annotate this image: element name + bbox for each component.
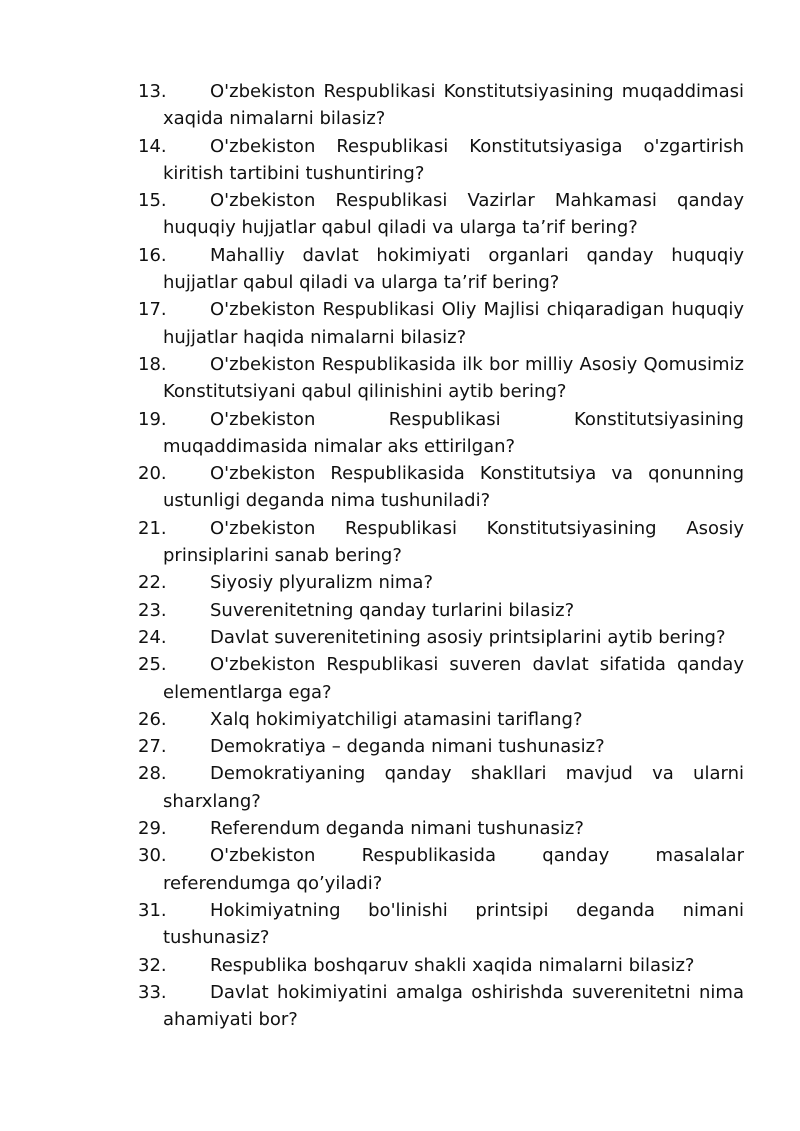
question-item	[138, 624, 744, 651]
question-text: Siyosiy plyuralizm nima?	[210, 572, 433, 594]
question-text: O'zbekiston Respublikasi Konstitutsiyasiga o'zgartirish kiritish tartibini tushuntiring?	[163, 135, 744, 184]
question-number: 29.	[138, 818, 167, 840]
question-number: 26.	[138, 708, 167, 730]
question-text: O'zbekiston Respublikasi Oliy Majlisi chiqaradigan huquqiy hujjatlar haqida nimalarni bilasiz?	[163, 299, 744, 348]
question-item	[138, 569, 744, 596]
question-number: 18.	[138, 353, 167, 375]
question-text: O'zbekiston Respublikasi suveren davlat sifatida qanday elementlarga ega?	[163, 654, 744, 703]
question-number: 25.	[138, 654, 167, 676]
question-item	[138, 952, 744, 979]
question-text: Suverenitetning qanday turlarini bilasiz?	[210, 599, 575, 621]
question-text: O'zbekiston Respublikasida ilk bor milliy Asosiy Qomusimiz Konstitutsiyani qabul qilinishini aytib bering?	[163, 353, 744, 403]
question-item	[138, 815, 744, 842]
question-number: 17.	[138, 299, 167, 321]
question-number: 14.	[138, 135, 167, 157]
question-text: Davlat hokimiyatini amalga oshirishda suverenitetni nima ahamiyati bor?	[163, 981, 744, 1031]
question-number: 13.	[138, 81, 167, 102]
question-item	[138, 842, 744, 897]
question-number: 21.	[138, 517, 167, 539]
question-text: Referendum deganda nimani tushunasiz?	[210, 818, 584, 840]
question-number: 19.	[138, 408, 167, 430]
question-item	[138, 133, 744, 188]
question-item	[138, 897, 744, 952]
question-number: 16.	[138, 244, 167, 266]
question-text: O'zbekiston Respublikasi Vazirlar Mahkamasi qanday huquqiy hujjatlar qabul qiladi va ularga ta’rif bering?	[163, 190, 744, 239]
question-text: Xalq hokimiyatchiligi atamasini tariflang?	[210, 708, 583, 730]
question-item	[138, 706, 744, 733]
question-text: O'zbekiston Respublikasida qanday masalalar referendumga qo’yiladi?	[163, 845, 744, 894]
question-number: 24.	[138, 626, 167, 648]
question-number: 32.	[138, 954, 167, 976]
question-item	[138, 733, 744, 760]
question-number: 33.	[138, 981, 167, 1003]
question-item	[138, 296, 744, 351]
question-number: 20.	[138, 463, 167, 485]
question-text: Mahalliy davlat hokimiyati organlari qanday huquqiy hujjatlar qabul qiladi va ularga ta’rif bering?	[163, 244, 744, 294]
question-number: 15.	[138, 190, 167, 212]
question-text: O'zbekiston Respublikasi Konstitutsiyasining muqaddimasida nimalar aks ettirilgan?	[163, 408, 744, 457]
question-item	[138, 242, 744, 297]
question-text: O'zbekiston Respublikasida Konstitutsiya va qonunning ustunligi deganda nima tushuniladi?	[163, 463, 744, 512]
question-text: Davlat suverenitetining asosiy printsiplarini aytib bering?	[210, 626, 726, 648]
question-text: O'zbekiston Respublikasi Konstitutsiyasining muqaddimasi xaqida nimalarni bilasiz?	[163, 81, 744, 130]
question-text: Demokratiyaning qanday shakllari mavjud va ularni sharxlang?	[163, 763, 744, 812]
question-item	[138, 78, 744, 133]
question-item	[138, 406, 744, 461]
question-item	[138, 760, 744, 815]
question-number: 30.	[138, 845, 167, 867]
question-number: 31.	[138, 899, 167, 921]
question-text: O'zbekiston Respublikasi Konstitutsiyasining Asosiy prinsiplarini sanab bering?	[163, 517, 744, 567]
question-item	[138, 351, 744, 406]
question-number: 27.	[138, 736, 167, 758]
question-text: Hokimiyatning bo'linishi printsipi deganda nimani tushunasiz?	[163, 899, 744, 949]
question-list	[138, 78, 744, 1033]
question-item	[138, 515, 744, 570]
question-text: Respublika boshqaruv shakli xaqida nimalarni bilasiz?	[210, 954, 695, 976]
question-item	[138, 979, 744, 1034]
question-text: Demokratiya – deganda nimani tushunasiz?	[210, 736, 605, 758]
question-number: 28.	[138, 763, 167, 785]
question-item	[138, 460, 744, 515]
question-number: 23.	[138, 599, 167, 621]
question-number: 22.	[138, 572, 167, 594]
question-item	[138, 187, 744, 242]
question-item	[138, 651, 744, 706]
question-item	[138, 597, 744, 624]
